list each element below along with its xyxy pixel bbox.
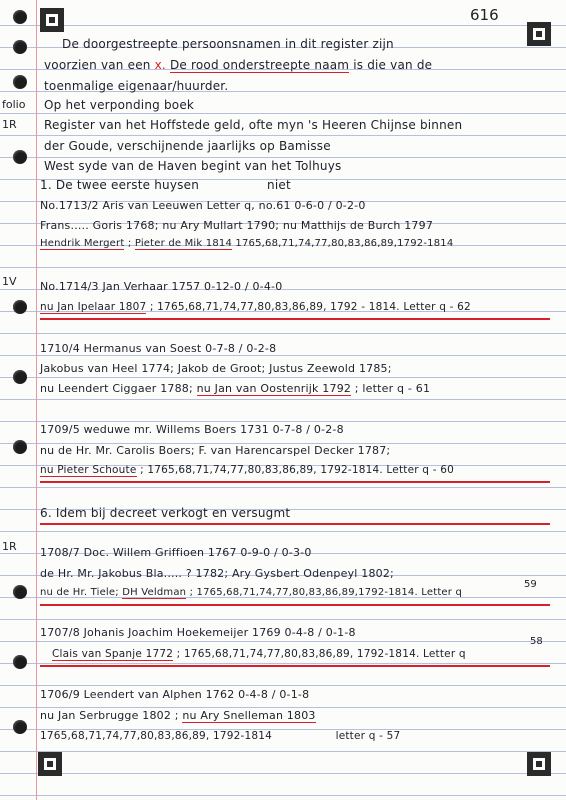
entry-line: nu Jan Serbrugge 1802 ; nu Ary Snelleman 1803: [40, 709, 316, 722]
red-underlined-name: nu Ary Snelleman 1803: [182, 709, 316, 722]
red-rule: [40, 604, 550, 606]
entry-line: [40, 464, 454, 476]
margin-note-folio: folio: [2, 98, 26, 111]
red-underlined-name: Clais van Spanje 1772: [52, 648, 174, 660]
header-line: De doorgestreepte persoonsnamen in dit register zijn: [62, 37, 394, 51]
header-red-underlined: De rood onderstreepte naam: [169, 58, 350, 72]
corner-marker-icon: [38, 752, 62, 776]
entry-line: 6. Idem bij decreet verkogt en versugmt: [40, 506, 291, 520]
header-text: niet: [267, 178, 291, 192]
header-line: [40, 178, 291, 192]
entry-line: Frans..... Goris 1768; nu Ary Mullart 1790; nu Matthijs de Burch 1797: [40, 219, 434, 232]
entry-line: 1709/5 weduwe mr. Willems Boers 1731 0-7-8 / 0-2-8: [40, 423, 344, 436]
header-line: toenmalige eigenaar/huurder.: [44, 79, 229, 93]
header-text: 1. De twee eerste huysen: [40, 178, 200, 192]
entry-text: ; 1765,68,71,74,77,80,83,86,89, 1792-1814. Letter q - 60: [140, 464, 454, 476]
red-underlined-name: Pieter de Mik 1814: [134, 238, 233, 249]
entry-text: 1765,68,71,74,77,80,83,86,89,1792-1814: [235, 238, 454, 249]
entry-text: ; 1765,68,71,74,77,80,83,86,89, 1792-1814. Letter q: [176, 648, 466, 660]
header-line: Op het verponding boek: [44, 98, 195, 112]
entry-line: Hendrik Mergert ; Pieter de Mik 1814 1765,68,71,74,77,80,83,86,89,1792-1814: [40, 238, 454, 249]
red-underlined-name: nu Pieter Schoute: [40, 464, 137, 476]
header-line: der Goude, verschijnende jaarlijks op Bamisse: [44, 139, 331, 153]
red-rule: [40, 481, 550, 483]
entry-line: 1708/7 Doc. Willem Griffioen 1767 0-9-0 / 0-3-0: [40, 546, 312, 559]
red-underlined-name: nu Jan van Oostenrijk 1792: [196, 382, 352, 395]
entry-line: 1706/9 Leendert van Alphen 1762 0-4-8 / 0-1-8: [40, 688, 310, 701]
binder-hole: [13, 585, 27, 599]
header-text: is die van de: [353, 58, 433, 72]
entry-line: Jakobus van Heel 1774; Jakob de Groot; Justus Zeewold 1785;: [40, 362, 392, 375]
note-number: 58: [530, 636, 543, 647]
corner-marker-icon: [527, 752, 551, 776]
header-line: Register van het Hoffstede geld, ofte myn 's Heeren Chijnse binnen: [44, 118, 463, 132]
entry-text: 1765,68,71,74,77,80,83,86,89, 1792-1814: [40, 730, 273, 742]
margin-note: 1R: [2, 118, 17, 131]
red-underlined-name: DH Veldman: [122, 587, 187, 598]
cross-mark-icon: x.: [154, 58, 166, 72]
entry-line: No.1713/2 Aris van Leeuwen Letter q, no.61 0-6-0 / 0-2-0: [40, 199, 366, 212]
binder-hole: [13, 655, 27, 669]
entry-line: [40, 382, 430, 395]
entry-text: nu de Hr. Tiele;: [40, 587, 119, 598]
binder-hole: [13, 440, 27, 454]
entry-line: de Hr. Mr. Jakobus Bla..... ? 1782; Ary Gysbert Odenpeyl 1802;: [40, 567, 394, 580]
binder-hole: [13, 150, 27, 164]
entry-line: 1707/8 Johanis Joachim Hoekemeijer 1769 0-4-8 / 0-1-8: [40, 626, 356, 639]
corner-marker-icon: [40, 8, 64, 32]
red-rule: [40, 665, 550, 667]
header-line: [44, 58, 432, 72]
corner-marker-icon: [527, 22, 551, 46]
header-line: West syde van de Haven begint van het Tolhuys: [44, 159, 342, 173]
margin-note: 1R: [2, 540, 17, 553]
entry-text: nu Jan Serbrugge 1802: [40, 709, 172, 722]
red-underlined-name: nu Jan Ipelaar 1807: [40, 301, 147, 313]
entry-text: ; 1765,68,71,74,77,80,83,86,89,1792-1814. Letter q: [189, 587, 463, 598]
entry-line: 1710/4 Hermanus van Soest 0-7-8 / 0-2-8: [40, 342, 277, 355]
entry-line: nu de Hr. Mr. Carolis Boers; F. van Harencarspel Decker 1787;: [40, 444, 391, 457]
binder-hole: [13, 40, 27, 54]
entry-line: [52, 648, 466, 660]
note-number: 59: [524, 579, 537, 590]
entry-text: nu Leendert Ciggaer 1788;: [40, 382, 193, 395]
header-text: voorzien van een: [44, 58, 151, 72]
entry-text: ; 1765,68,71,74,77,80,83,86,89, 1792 - 1814. Letter q - 62: [149, 301, 471, 313]
binder-hole: [13, 10, 27, 24]
entry-line: [40, 301, 471, 313]
binder-hole: [13, 720, 27, 734]
entry-text: ; letter q - 61: [354, 382, 431, 395]
red-rule: [40, 523, 550, 525]
binder-hole: [13, 75, 27, 89]
page-number: 616: [470, 6, 499, 24]
entry-text: letter q - 57: [335, 730, 401, 742]
entry-line: [40, 587, 462, 598]
binder-hole: [13, 300, 27, 314]
entry-line: [40, 730, 400, 742]
entry-line: No.1714/3 Jan Verhaar 1757 0-12-0 / 0-4-0: [40, 280, 283, 293]
margin-note: 1V: [2, 275, 17, 288]
binder-hole: [13, 370, 27, 384]
red-underlined-name: Hendrik Mergert: [40, 238, 125, 249]
red-rule: [40, 318, 550, 320]
